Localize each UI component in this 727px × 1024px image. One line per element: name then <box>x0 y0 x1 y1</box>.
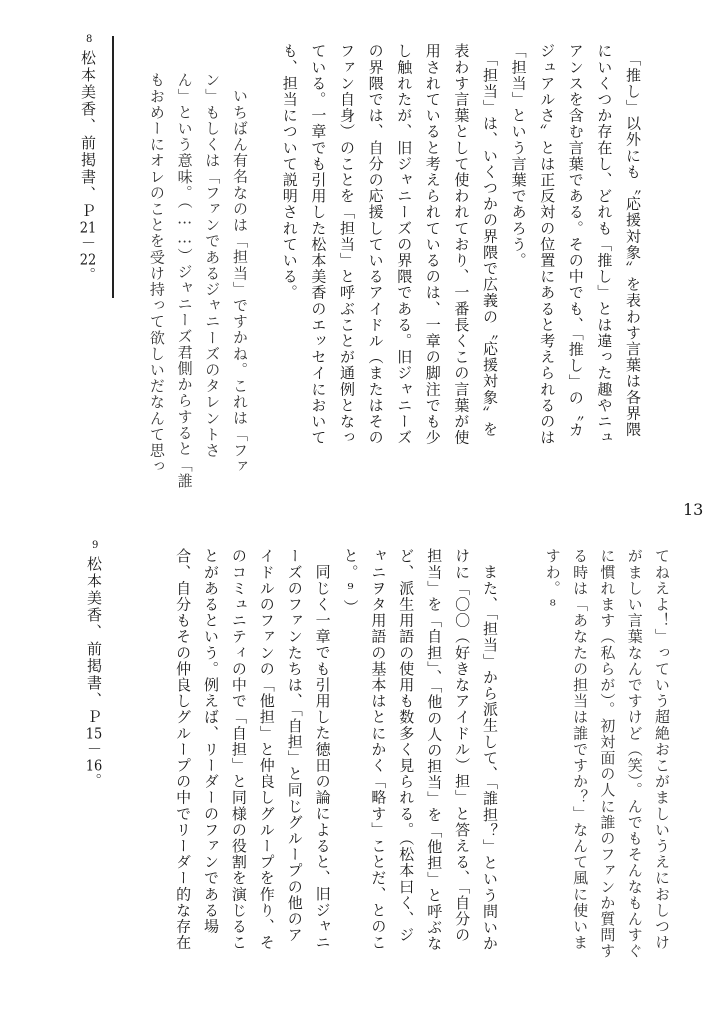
quoted-text-line: いちばん有名なのは「担当」ですかね。これは「ファ <box>231 88 249 475</box>
quoted-text-line: ん」という意味。（……）ジャニーズ君側からすると「誰 <box>175 72 194 490</box>
footnote-number: 9 <box>92 540 99 551</box>
body-text-line: ジュアルさ〟とは正反対の位置にあると考えられるのは <box>538 43 557 446</box>
body-text-line: 担当」を「自担」、「他の人の担当」を「他担」と呼ぶな <box>425 548 444 952</box>
body-text-line: にいくつか存在し、どれも「推し」とは違った趣やニュ <box>595 43 614 446</box>
quoted-text-line: すわ。⁸ <box>543 548 562 616</box>
body-text-line: けに「〇〇（好きなアイドル）担」と答える、「自分の <box>453 548 472 943</box>
quoted-text-line: もおめーにオレのことを受け持って欲しいだなんて思っ <box>147 72 166 475</box>
quoted-text-line: てねえよ！」っていう超絶おこがましいうえにおしつけ <box>653 548 671 951</box>
body-text-line: の界隈では、自分の応援しているアイドル（またはその <box>366 43 385 446</box>
quoted-text-line: る時は「あなたの担当は誰ですか？」なんて風に使いま <box>571 548 590 951</box>
body-text-line: 「推し」以外にも〝応援対象〟を表わす言葉は各界隈 <box>624 51 642 438</box>
body-text-line: イドルのファンの「他担」と仲良しグループを作り、そ <box>257 548 276 951</box>
quoted-text-line: に慣れます（私らが）。初対面の人に誰のファンか質問す <box>598 548 617 960</box>
quoted-text-line: ン」もしくは「ファンであるジャニーズのタレントさ <box>203 72 222 459</box>
body-text-line: ャニヲタ用語の基本はとにかく「略す」ことだ、とのこ <box>369 548 388 951</box>
body-text-line: 「担当」という言葉であろう。 <box>509 43 528 269</box>
body-text-line: 合、自分もその仲良しグループの中でリーダー的な存在 <box>174 548 193 951</box>
body-text-line: とがあるという。例えば、リーダーのファンである場 <box>202 548 220 935</box>
footnote-9: 松本美香、前掲書、Ｐ15－16。 <box>85 556 103 790</box>
body-text-line: も、担当について説明されている。 <box>280 43 299 301</box>
footnote-divider <box>112 36 114 298</box>
body-text-line: 用されていると考えられているのは、一章の脚注でも少 <box>423 43 442 446</box>
body-text-line: 表わす言葉として使われており、一番長くこの言葉が使 <box>452 43 471 446</box>
body-text-line: し触れたが、旧ジャニーズの界隈である。旧ジャニーズ <box>395 43 414 446</box>
body-text-line: のコミュニティの中で「自担」と同様の役割を演じるこ <box>229 548 248 951</box>
footnote-number: 8 <box>86 34 93 45</box>
footnote-8: 松本美香、前掲書、Ｐ21－22。 <box>79 50 97 284</box>
body-text-line: と。⁹） <box>341 548 360 616</box>
body-text-line: ファン自身）のことを「担当」と呼ぶことが通例となっ <box>338 43 356 446</box>
page-number: 13 <box>683 500 704 519</box>
body-text-line: 同じく一章でも引用した徳田の論によると、旧ジャニ <box>313 564 332 951</box>
body-text-line: ている。一章でも引用した松本美香のエッセイにおいて <box>309 43 328 446</box>
quoted-text-line: がましい言葉なんですけど（笑）。んでもそんなもんすぐ <box>625 548 644 960</box>
body-text-line: また、「担当」から派生して、「誰担？」という問いか <box>481 564 499 952</box>
body-text-line: 「担当」は、いくつかの界隈で広義の〝応援対象〟を <box>481 51 499 438</box>
body-text-line: ど、派生用語の使用も数多く見られる。（松本曰く、ジ <box>397 548 416 943</box>
body-text-line: アンスを含む言葉である。その中でも、「推し」の〝カ <box>566 43 585 438</box>
body-text-line: ーズのファンたちは、「自担」と同じグループの他のア <box>285 548 304 943</box>
